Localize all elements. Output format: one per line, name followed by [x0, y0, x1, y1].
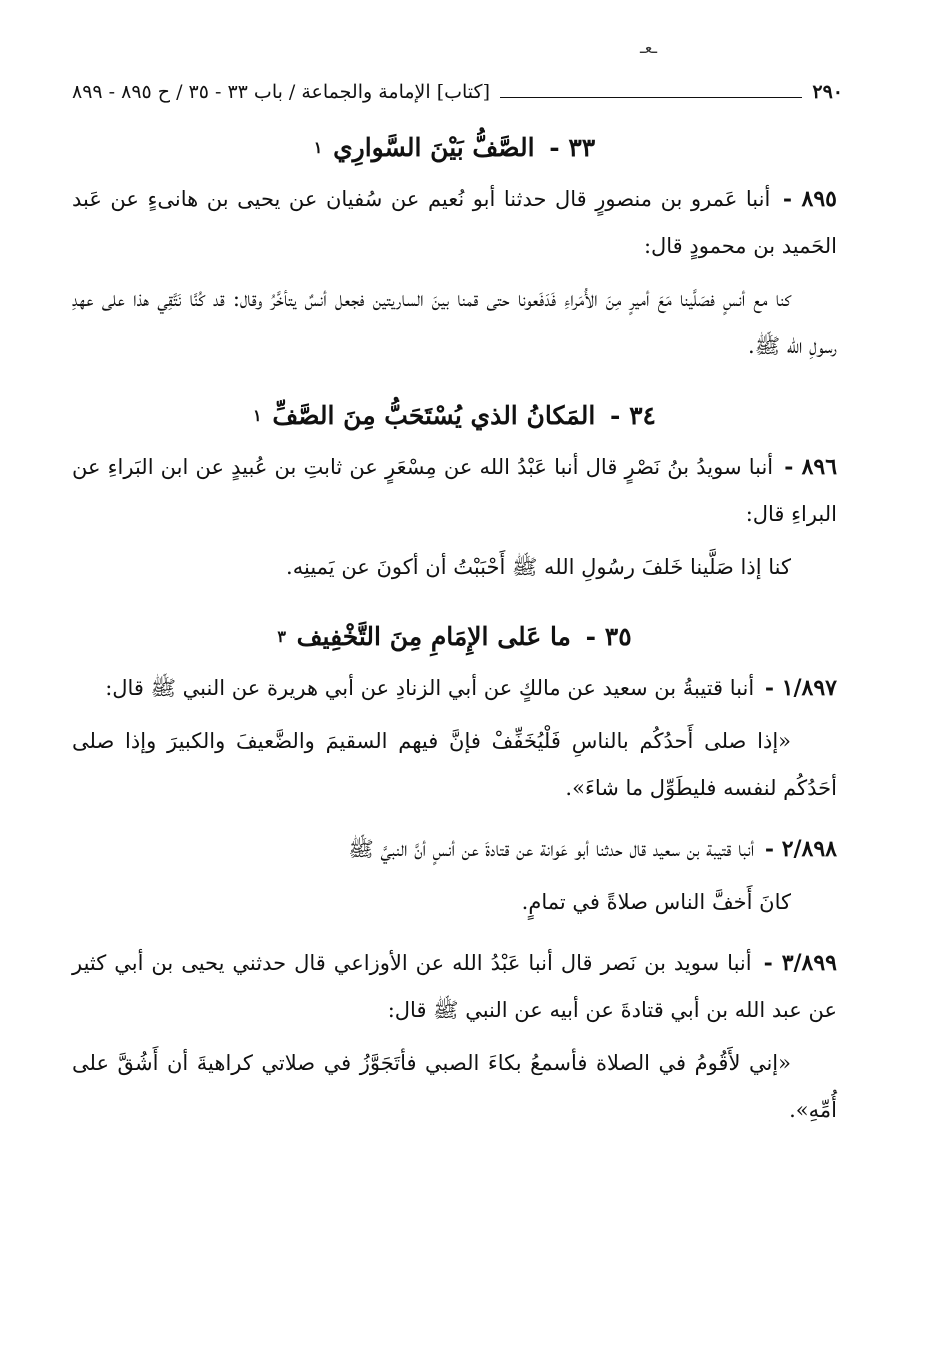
hadith-matn: «إذا صلى أَحدُكُم بالناسِ فَلْيُخَفِّفْ فإنَّ فيهم السقيمَ والضَّعيفَ والكبيرَ وإذا صلى أحَدُكُم لنفسه فليطَوِّل ما شاءَ».	[72, 729, 837, 800]
hadith-number: ٣/٨٩٩ -	[763, 950, 837, 976]
hadith-isnad: أنبا قتيبة بن سعيد قال حدثنا أبو عَوانة عن قتادةَ عن أنسٍ أنَّ النبيَّ ﷺ	[348, 837, 755, 861]
hadith-number: ١/٨٩٧ -	[764, 675, 837, 701]
hadith-matn: كنا إذا صَلَّينا خَلفَ رسُولِ الله ﷺ أَحْبَبْتُ أن أكونَ عن يَمينِه.	[286, 555, 791, 579]
hadith-isnad: أنبا عَمرو بن منصورٍ قال حدثنا أبو نُعيم عن سُفيان عن يحيى بن هانىءٍ عن عَبد الحَميد بن محمودٍ قال:	[72, 187, 837, 258]
chapter-heading	[72, 396, 837, 436]
hadith-chain	[72, 444, 837, 538]
chapter-title: ما عَلى الإِمَامِ مِنَ التَّخْفِيف	[296, 622, 571, 651]
hadith-number: ٨٩٦ -	[784, 454, 838, 480]
top-mark: ـعـ	[640, 38, 658, 57]
hadith-isnad: أنبا قتيبةُ بن سعيد عن مالكٍ عن أبي الزنادِ عن أبي هريرة عن النبي ﷺ قال:	[105, 676, 755, 700]
hadith-chain	[72, 665, 837, 712]
hadith-chain	[72, 940, 837, 1034]
hadith-number: ٨٩٥ -	[782, 186, 837, 212]
header-rule	[500, 97, 802, 98]
footnote-marker: ١	[253, 406, 262, 425]
hadith-chain	[72, 176, 837, 270]
chapter-heading	[72, 128, 837, 168]
chapter-title: الصَّفُّ بَيْنَ السَّوارِي	[333, 133, 535, 162]
page-content	[72, 122, 837, 1148]
footnote-marker: ٣	[277, 627, 286, 646]
running-title: [كتاب] الإمامة والجماعة / باب ٣٣ - ٣٥ / ح ٨٩٥ - ٨٩٩	[72, 81, 490, 103]
hadith-isnad: أنبا سويد بن نَصر قال أنبا عَبْدُ الله عن الأوزاعي قال حدثني يحيى بن أبي كثير عن عبد الله بن أبي قتادةَ عن أبيه عن النبي ﷺ قال:	[72, 951, 837, 1022]
page-number: ٢٩٠	[812, 81, 843, 103]
hadith-number: ٢/٨٩٨ -	[764, 836, 837, 862]
chapter-heading	[72, 617, 837, 657]
chapter-title: المَكانُ الذي يُسْتَحَبُّ مِنَ الصَّفِّ	[272, 401, 596, 430]
hadith-matn: كنا مع أنسٍ فصَلَّينا مَعَ أميرٍ مِنَ الأُمَراءِ فَدَفَعونا حتى قمنا بينَ الساريتين فجعل أنسٌ يتأخَّرُ وقال: قد كُنَّا نَتَّقِي هذا على عهدِ رسولِ الله ﷺ.	[72, 287, 837, 358]
hadith-isnad: أنبا سويدُ بنُ نَصْرٍ قال أنبا عَبْدُ الله عن مِسْعَرٍ عن ثابتِ بن عُبيدٍ عن ابن البَراءِ عن البراءِ قال:	[72, 455, 837, 526]
hadith-matn: «إني لأَقُومُ في الصلاة فأسمعُ بكاءَ الصبي فأتَجَوَّزُ في صلاتي كراهيةَ أن أَشُقَّ على أُمِّهِ».	[72, 1051, 837, 1122]
hadith-chain	[72, 826, 837, 873]
chapter-number: ٣٤ -	[609, 401, 656, 430]
chapter-number: ٣٣ -	[549, 133, 596, 162]
footnote-marker: ١	[313, 138, 323, 157]
chapter-number: ٣٥ -	[585, 622, 632, 651]
hadith-matn: كانَ أَخفَّ الناس صلاةً في تمامٍ.	[521, 890, 791, 914]
running-header	[72, 78, 843, 106]
